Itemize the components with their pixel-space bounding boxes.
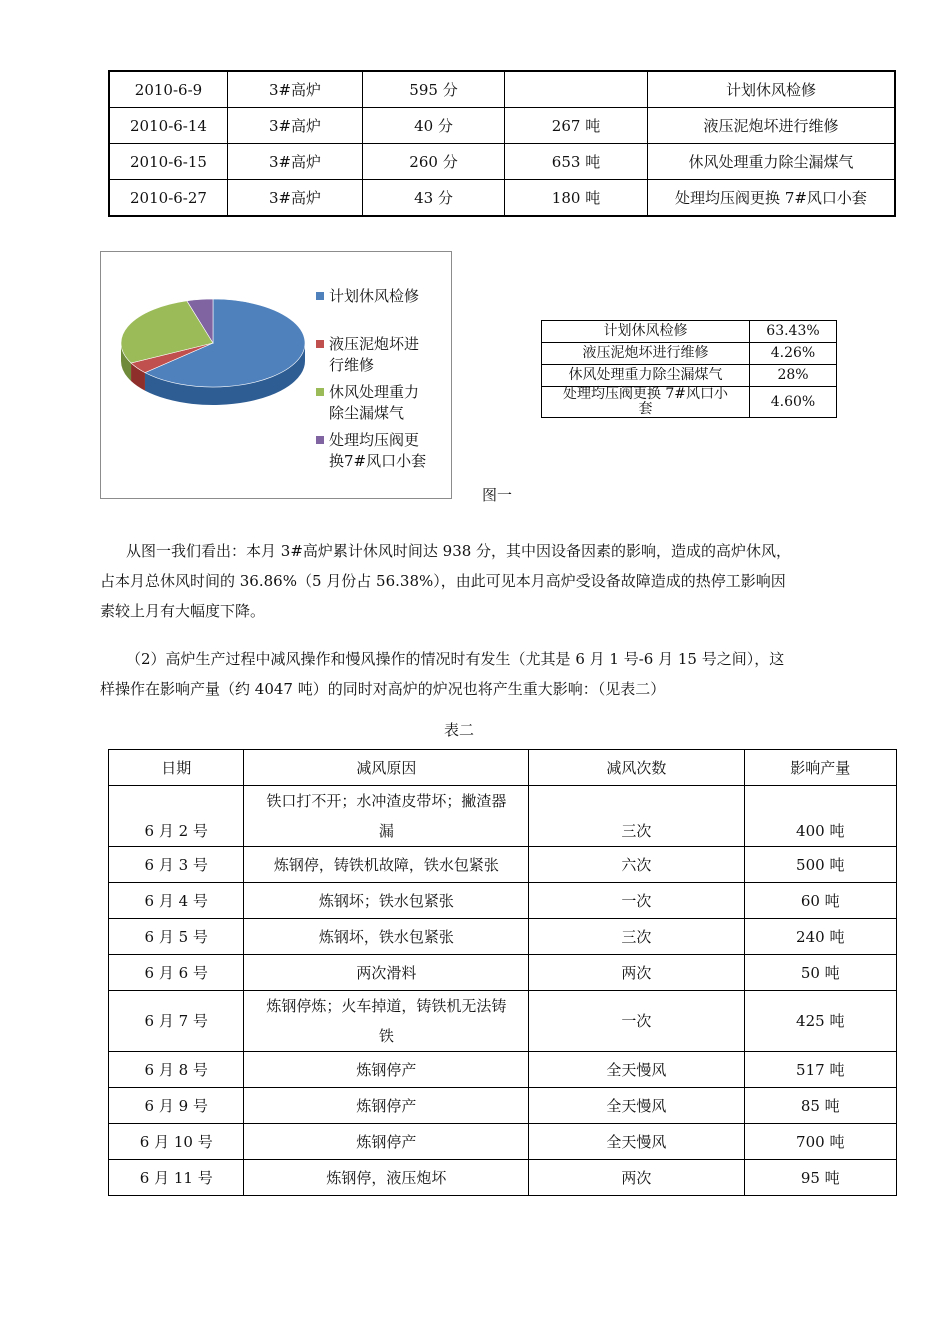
table-cell: 85 吨 — [744, 1088, 897, 1124]
legend-item — [329, 286, 447, 307]
table-cell: 全天慢风 — [529, 1052, 744, 1088]
table-cell: 2010-6-27 — [109, 180, 228, 217]
table-cell: 一次 — [529, 991, 744, 1052]
table-row — [109, 1124, 897, 1160]
table-cell: 铁口打不开；水冲渣皮带坏；撇渣器 漏 — [244, 786, 529, 847]
legend-label: 休风处理重力 — [329, 383, 420, 401]
table-cell: 炼钢坏；铁水包紧张 — [244, 883, 529, 919]
column-header: 日期 — [109, 750, 244, 786]
figure-caption: 图一 — [482, 486, 513, 504]
legend-label: 换7#风口小套 — [329, 452, 427, 470]
legend-label: 处理均压阀更 — [329, 431, 420, 449]
legend-swatch — [316, 340, 324, 348]
table-cell: 400 吨 — [744, 786, 897, 847]
table-cell: 700 吨 — [744, 1124, 897, 1160]
table-row — [109, 955, 897, 991]
legend-label: 除尘漏煤气 — [329, 404, 405, 422]
table-cell: 休风处理重力除尘漏煤气 — [648, 144, 896, 180]
wind-reduction-table-body — [109, 750, 897, 1196]
table-cell: 处理均压阀更换 7#风口小套 — [648, 180, 896, 217]
table-cell: 3#高炉 — [228, 108, 363, 144]
percent-table-body — [542, 321, 837, 418]
table-cell: 6 月 10 号 — [109, 1124, 244, 1160]
table-cell: 3#高炉 — [228, 71, 363, 108]
table-cell: 6 月 6 号 — [109, 955, 244, 991]
table-cell: 休风处理重力除尘漏煤气 — [542, 365, 750, 387]
table-cell: 三次 — [529, 786, 744, 847]
table-cell: 63.43% — [750, 321, 837, 343]
table-cell: 2010-6-15 — [109, 144, 228, 180]
table-row — [109, 71, 895, 108]
table-cell: 全天慢风 — [529, 1088, 744, 1124]
table-cell: 240 吨 — [744, 919, 897, 955]
table-cell: 6 月 9 号 — [109, 1088, 244, 1124]
legend-label: 行维修 — [329, 356, 375, 374]
paragraph-1-line: 素较上月有大幅度下降。 — [100, 602, 266, 620]
table-row — [109, 1088, 897, 1124]
table-cell: 500 吨 — [744, 847, 897, 883]
table-cell: 计划休风检修 — [542, 321, 750, 343]
table-cell: 50 吨 — [744, 955, 897, 991]
table-cell: 3#高炉 — [228, 144, 363, 180]
table-cell: 6 月 2 号 — [109, 786, 244, 847]
legend-swatch — [316, 388, 324, 396]
paragraph-1-line: 占本月总休风时间的 36.86%（5 月份占 56.38%），由此可见本月高炉受设备故障造成的热停工影响因 — [100, 572, 786, 590]
table-cell: 595 分 — [363, 71, 505, 108]
table-row — [542, 343, 837, 365]
table-cell: 260 分 — [363, 144, 505, 180]
legend-swatch — [316, 436, 324, 444]
table-cell: 43 分 — [363, 180, 505, 217]
percent-table — [541, 320, 837, 418]
table-row — [109, 847, 897, 883]
table-cell: 653 吨 — [505, 144, 648, 180]
legend-item — [329, 334, 447, 376]
table-row — [109, 991, 897, 1052]
table-cell: 炼钢停炼；火车掉道，铸铁机无法铸 铁 — [244, 991, 529, 1052]
table-cell: 2010-6-14 — [109, 108, 228, 144]
table-cell: 95 吨 — [744, 1160, 897, 1196]
table-cell: 6 月 11 号 — [109, 1160, 244, 1196]
table-cell: 4.60% — [750, 387, 837, 418]
table-cell: 28% — [750, 365, 837, 387]
paragraph-2-line: （2）高炉生产过程中减风操作和慢风操作的情况时有发生（尤其是 6 月 1 号-6 月 15 号之间），这 — [126, 650, 785, 668]
column-header: 减风原因 — [244, 750, 529, 786]
table-cell: 2010-6-9 — [109, 71, 228, 108]
table-row — [542, 365, 837, 387]
table-cell: 炼钢停产 — [244, 1088, 529, 1124]
legend-label: 液压泥炮坏进 — [329, 335, 420, 353]
table-cell: 炼钢停产 — [244, 1052, 529, 1088]
table-cell — [505, 71, 648, 108]
table-cell: 三次 — [529, 919, 744, 955]
legend-label: 计划休风检修 — [329, 287, 420, 305]
table-row — [109, 1052, 897, 1088]
table-cell: 6 月 7 号 — [109, 991, 244, 1052]
paragraph-2 — [100, 644, 860, 704]
table-row — [109, 144, 895, 180]
table-cell: 全天慢风 — [529, 1124, 744, 1160]
wind-reduction-table — [108, 749, 897, 1196]
table-cell: 两次 — [529, 1160, 744, 1196]
table-row — [109, 883, 897, 919]
table-cell: 60 吨 — [744, 883, 897, 919]
table-cell: 炼钢停产 — [244, 1124, 529, 1160]
legend-swatch — [316, 292, 324, 300]
table-cell: 4.26% — [750, 343, 837, 365]
outage-table — [108, 70, 896, 217]
table-cell: 40 分 — [363, 108, 505, 144]
column-header: 影响产量 — [744, 750, 897, 786]
table-cell: 6 月 8 号 — [109, 1052, 244, 1088]
table-cell: 180 吨 — [505, 180, 648, 217]
legend-item — [329, 382, 447, 424]
table-cell: 六次 — [529, 847, 744, 883]
table-row — [542, 321, 837, 343]
pie-chart — [100, 251, 452, 499]
table-header-row — [109, 750, 897, 786]
table-cell: 一次 — [529, 883, 744, 919]
table-cell: 计划休风检修 — [648, 71, 896, 108]
paragraph-1-line: 从图一我们看出：本月 3#高炉累计休风时间达 938 分，其中因设备因素的影响，造成的高炉休风， — [126, 542, 792, 560]
table-cell: 液压泥炮坏进行维修 — [542, 343, 750, 365]
table-row — [109, 786, 897, 847]
table-row — [109, 919, 897, 955]
table-cell: 6 月 4 号 — [109, 883, 244, 919]
column-header: 减风次数 — [529, 750, 744, 786]
table-cell: 炼钢停，铸铁机故障，铁水包紧张 — [244, 847, 529, 883]
table-row — [109, 1160, 897, 1196]
table-cell: 两次滑料 — [244, 955, 529, 991]
table-cell: 液压泥炮坏进行维修 — [648, 108, 896, 144]
table-cell: 6 月 3 号 — [109, 847, 244, 883]
table-cell: 炼钢停，液压炮坏 — [244, 1160, 529, 1196]
table2-caption: 表二 — [444, 721, 475, 739]
paragraph-1 — [100, 536, 860, 626]
outage-table-body — [109, 71, 895, 216]
table-cell: 425 吨 — [744, 991, 897, 1052]
table-cell: 6 月 5 号 — [109, 919, 244, 955]
table-cell: 3#高炉 — [228, 180, 363, 217]
table-row — [109, 180, 895, 217]
table-cell: 267 吨 — [505, 108, 648, 144]
legend-item — [329, 430, 447, 472]
table-row — [542, 387, 837, 418]
table-cell: 炼钢坏，铁水包紧张 — [244, 919, 529, 955]
table-cell: 517 吨 — [744, 1052, 897, 1088]
paragraph-2-line: 样操作在影响产量（约 4047 吨）的同时对高炉的炉况也将产生重大影响：（见表二） — [100, 680, 666, 698]
table-cell: 处理均压阀更换 7#风口小 套 — [542, 387, 750, 418]
table-row — [109, 108, 895, 144]
table-cell: 两次 — [529, 955, 744, 991]
